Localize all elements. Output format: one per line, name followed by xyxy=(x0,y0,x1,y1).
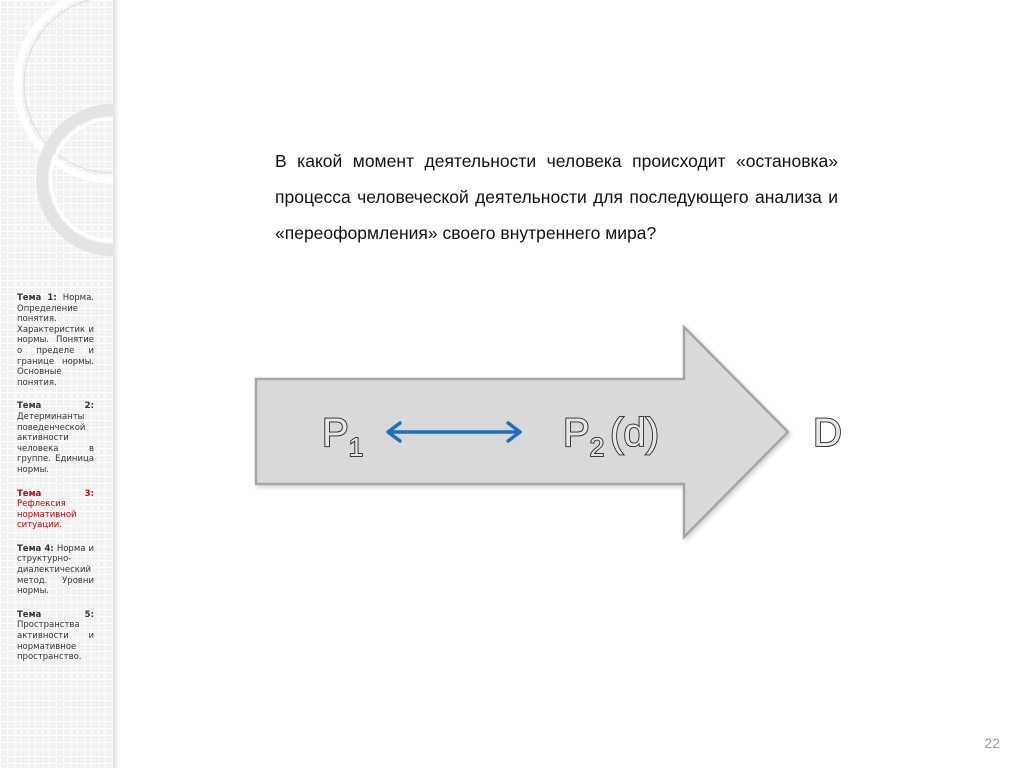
process-diagram xyxy=(250,320,870,550)
p2-label xyxy=(563,411,659,462)
topic-text: Рефлексия нормативной ситуации. xyxy=(17,499,77,531)
sidebar-shadow xyxy=(113,0,119,768)
p2-subscript: 2 xyxy=(589,432,605,462)
topic-label: Тема 2: xyxy=(17,401,94,412)
topic-label: Тема 4: xyxy=(17,543,54,554)
topic-label: Тема 3: xyxy=(17,488,94,499)
topic-4[interactable] xyxy=(17,544,94,597)
topic-2[interactable] xyxy=(17,401,94,475)
topic-text: Детерминанты поведенческой активности человека в группе. Единица нормы. xyxy=(17,411,94,475)
topic-text: Пространства активности и нормативное пространство. xyxy=(17,620,94,663)
topic-3[interactable] xyxy=(17,489,94,531)
topic-label: Тема 5: xyxy=(17,609,94,620)
p1-letter: P xyxy=(322,411,349,455)
sidebar xyxy=(0,0,113,768)
page-number: 22 xyxy=(984,735,1000,751)
p2-letter: P xyxy=(563,411,590,455)
topics-list xyxy=(17,293,94,676)
d-label: D xyxy=(813,411,842,455)
topic-text: Норма. Определение понятия. Характеристик и нормы. Понятие о пределе и границе нормы. Основные понятия. xyxy=(17,293,94,388)
decorative-rings xyxy=(0,0,113,260)
topic-text: Норма и структурно-диалектический метод. Уровни нормы. xyxy=(17,543,94,597)
topic-1[interactable] xyxy=(17,293,94,388)
p2-suffix: (d) xyxy=(610,411,660,455)
p1-subscript: 1 xyxy=(348,432,364,462)
question-text: В какой момент деятельности человека происходит «остановка» процесса человеческой деятельности для последующего анализа и «переоформления» своего внутреннего мира? xyxy=(275,151,838,243)
topic-label: Тема 1: xyxy=(17,293,57,303)
topic-5[interactable] xyxy=(17,610,94,663)
